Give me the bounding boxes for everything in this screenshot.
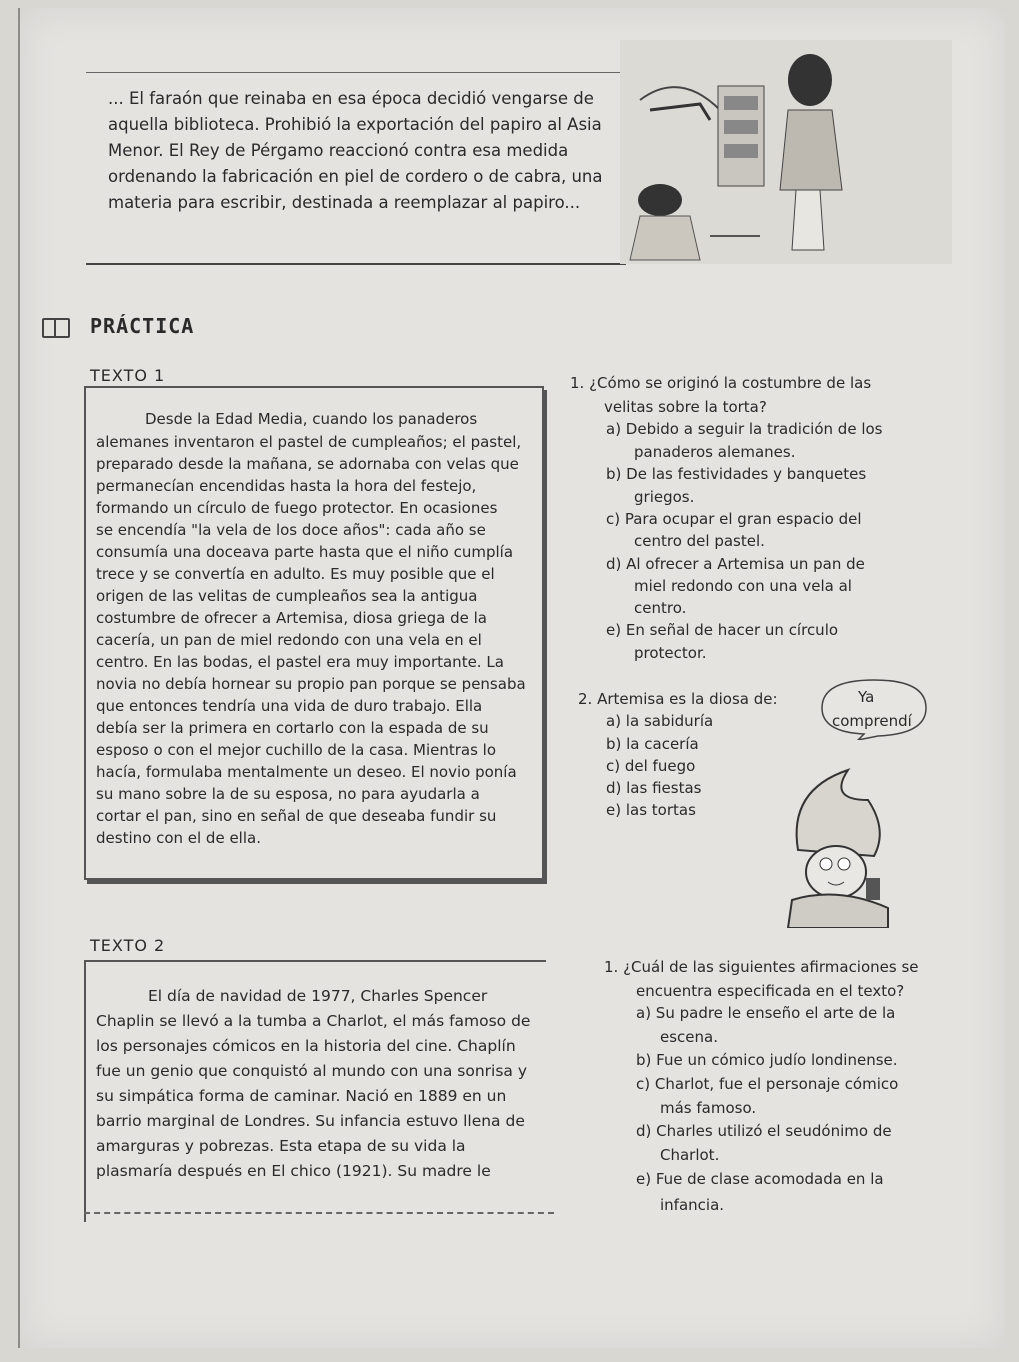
answer-option[interactable]: e) En señal de hacer un círculo: [606, 621, 839, 639]
texto1-line: hacía, formulaba mentalmente un deseo. El novio ponía: [96, 763, 517, 781]
texto1-line: trece y se convertía en adulto. Es muy posible que el: [96, 565, 495, 583]
texto1-line: novia no debía hornear su propio pan porque se pensaba: [96, 675, 526, 693]
texto2-line: fue un genio que conquistó al mundo con una sonrisa y: [96, 1062, 528, 1080]
texto1-label: TEXTO 1: [90, 366, 166, 385]
answer-option-cont: miel redondo con una vela al: [634, 577, 852, 595]
texto2-line: amarguras y pobrezas. Esta etapa de su vida la: [96, 1137, 466, 1155]
book-icon: [42, 318, 70, 338]
texto1-line: cacería, un pan de miel redondo con una vela en el: [96, 631, 482, 649]
answer-option[interactable]: c) del fuego: [606, 757, 696, 775]
texto1-line: alemanes inventaron el pastel de cumpleaños; el pastel,: [96, 433, 522, 451]
speech-text: Ya: [858, 688, 875, 706]
answer-option[interactable]: c) Para ocupar el gran espacio del: [606, 510, 862, 528]
answer-option-cont: escena.: [660, 1028, 718, 1046]
texto1-line: esposo o con el mejor cuchillo de la casa. Mientras lo: [96, 741, 497, 759]
answer-option-cont: centro.: [634, 599, 687, 617]
texto2-line: El día de navidad de 1977, Charles Spencer: [148, 987, 488, 1005]
texto1-line: que entonces tendría una vida de duro trabajo. Ella: [96, 697, 483, 715]
answer-option[interactable]: b) Fue un cómico judío londinense.: [636, 1051, 898, 1069]
answer-option[interactable]: b) la cacería: [606, 735, 699, 753]
answer-option-cont: griegos.: [634, 488, 695, 506]
texto2-line: los personajes cómicos en la historia del cine. Chaplín: [96, 1037, 516, 1055]
answer-option-cont: protector.: [634, 644, 707, 662]
answer-option[interactable]: d) las fiestas: [606, 779, 702, 797]
texto1-line: preparado desde la mañana, se adornaba con velas que: [96, 455, 519, 473]
section-title: PRÁCTICA: [90, 314, 195, 338]
texto1-line: se encendía "la vela de los doce años": cada año se: [96, 521, 486, 539]
texto1-line: formando un círculo de fuego protector. En ocasiones: [96, 499, 498, 517]
answer-option[interactable]: d) Al ofrecer a Artemisa un pan de: [606, 555, 865, 573]
question-stem: 2. Artemisa es la diosa de:: [578, 690, 778, 708]
question-stem: velitas sobre la torta?: [604, 398, 767, 416]
intro-line: materia para escribir, destinada a reemplazar al papiro...: [108, 193, 581, 212]
texto2-line: Chaplin se llevó a la tumba a Charlot, el más famoso de: [96, 1012, 531, 1030]
intro-line: ordenando la fabricación en piel de cordero o de cabra, una: [108, 167, 603, 186]
texto1-line: origen de las velitas de cumpleaños sea la antigua: [96, 587, 478, 605]
answer-option[interactable]: b) De las festividades y banquetes: [606, 465, 867, 483]
egyptian-scribes-illustration: [620, 40, 952, 264]
texto1-line: costumbre de ofrecer a Artemisa, diosa griega de la: [96, 609, 487, 627]
answer-option[interactable]: a) Debido a seguir la tradición de los: [606, 420, 883, 438]
answer-option-cont: panaderos alemanes.: [634, 443, 796, 461]
speech-bubble: [818, 676, 930, 740]
question-stem: 1. ¿Cómo se originó la costumbre de las: [570, 374, 872, 392]
texto2-line: su simpática forma de caminar. Nació en 1889 en un: [96, 1087, 507, 1105]
answer-option[interactable]: a) la sabiduría: [606, 712, 714, 730]
question-stem: encuentra especificada en el texto?: [636, 982, 905, 1000]
answer-option-cont: Charlot.: [660, 1146, 720, 1164]
answer-option[interactable]: a) Su padre le enseño el arte de la: [636, 1004, 896, 1022]
texto1-line: destino con el de ella.: [96, 829, 261, 847]
texto1-line: centro. En las bodas, el pastel era muy importante. La: [96, 653, 504, 671]
texto1-line: debía ser la primera en cortarlo con la espada de su: [96, 719, 489, 737]
texto1-line: cortar el pan, sino en señal de que deseaba fundir su: [96, 807, 497, 825]
texto1-line: su mano sobre la de su esposa, no para ayudarla a: [96, 785, 480, 803]
answer-option-cont: infancia.: [660, 1196, 725, 1214]
intro-line: ... El faraón que reinaba en esa época decidió vengarse de: [108, 89, 594, 108]
texto1-line: consumía una doceava parte hasta que el niño cumplía: [96, 543, 514, 561]
texto2-line: plasmaría después en El chico (1921). Su madre le: [96, 1162, 491, 1180]
texto1-line: permanecían encendidas hasta la hora del festejo,: [96, 477, 477, 495]
speech-text: comprendí: [832, 712, 912, 730]
intro-line: aquella biblioteca. Prohibió la exportación del papiro al Asia: [108, 115, 602, 134]
answer-option-cont: centro del pastel.: [634, 532, 765, 550]
answer-option-cont: más famoso.: [660, 1099, 757, 1117]
answer-option[interactable]: e) Fue de clase acomodada en la: [636, 1170, 884, 1188]
texto2-line: barrio marginal de Londres. Su infancia estuvo llena de: [96, 1112, 525, 1130]
jimmy-neutron-illustration: [778, 760, 898, 928]
intro-paragraph: [108, 86, 608, 216]
intro-line: Menor. El Rey de Pérgamo reaccionó contra esa medida: [108, 141, 569, 160]
answer-option[interactable]: d) Charles utilizó el seudónimo de: [636, 1122, 892, 1140]
texto2-label: TEXTO 2: [90, 936, 166, 955]
texto1-line: Desde la Edad Media, cuando los panaderos: [145, 410, 478, 428]
dashed-divider: [84, 1212, 554, 1214]
answer-option[interactable]: e) las tortas: [606, 801, 696, 819]
question-stem: 1. ¿Cuál de las siguientes afirmaciones se: [604, 958, 919, 976]
answer-option[interactable]: c) Charlot, fue el personaje cómico: [636, 1075, 899, 1093]
